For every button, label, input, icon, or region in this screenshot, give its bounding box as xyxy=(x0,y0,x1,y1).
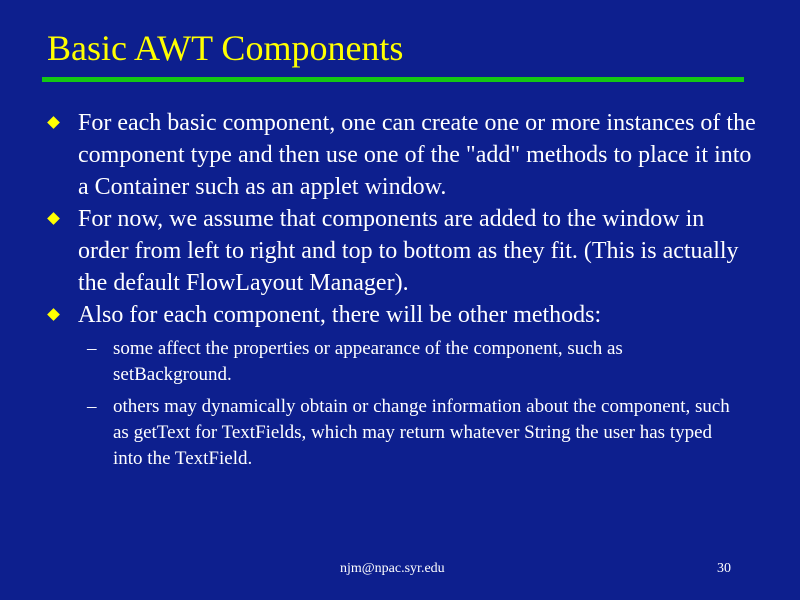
diamond-bullet-icon xyxy=(47,212,60,225)
title-divider xyxy=(42,77,744,82)
page-number: 30 xyxy=(717,561,731,576)
sub-bullet-item xyxy=(0,336,733,388)
sub-bullet-item xyxy=(0,394,733,472)
diamond-bullet-icon xyxy=(47,116,60,129)
bullet-item xyxy=(0,203,758,299)
dash-marker: – xyxy=(87,396,97,417)
footer-email: njm@npac.syr.edu xyxy=(340,561,445,576)
sub-bullet-text: some affect the properties or appearance of the component, such as setBackground. xyxy=(113,338,623,385)
diamond-bullet-icon xyxy=(47,308,60,321)
bullet-text: For each basic component, one can create one or more instances of the component type and then use one of the "add" methods to place it into a Container such as an applet window. xyxy=(78,110,756,200)
sub-bullet-list xyxy=(0,336,800,472)
dash-marker: – xyxy=(87,338,97,359)
bullet-text: Also for each component, there will be other methods: xyxy=(78,302,602,328)
bullet-list xyxy=(0,107,800,478)
slide-title: Basic AWT Components xyxy=(47,28,404,68)
bullet-text: For now, we assume that components are added to the window in order from left to right and top to bottom as they fit. (This is actually the default FlowLayout Manager). xyxy=(78,206,739,296)
bullet-item xyxy=(0,299,758,331)
sub-bullet-text: others may dynamically obtain or change information about the component, such as getText for TextFields, which may return whatever String the user has typed into the TextField. xyxy=(113,396,730,469)
bullet-item xyxy=(0,107,758,203)
